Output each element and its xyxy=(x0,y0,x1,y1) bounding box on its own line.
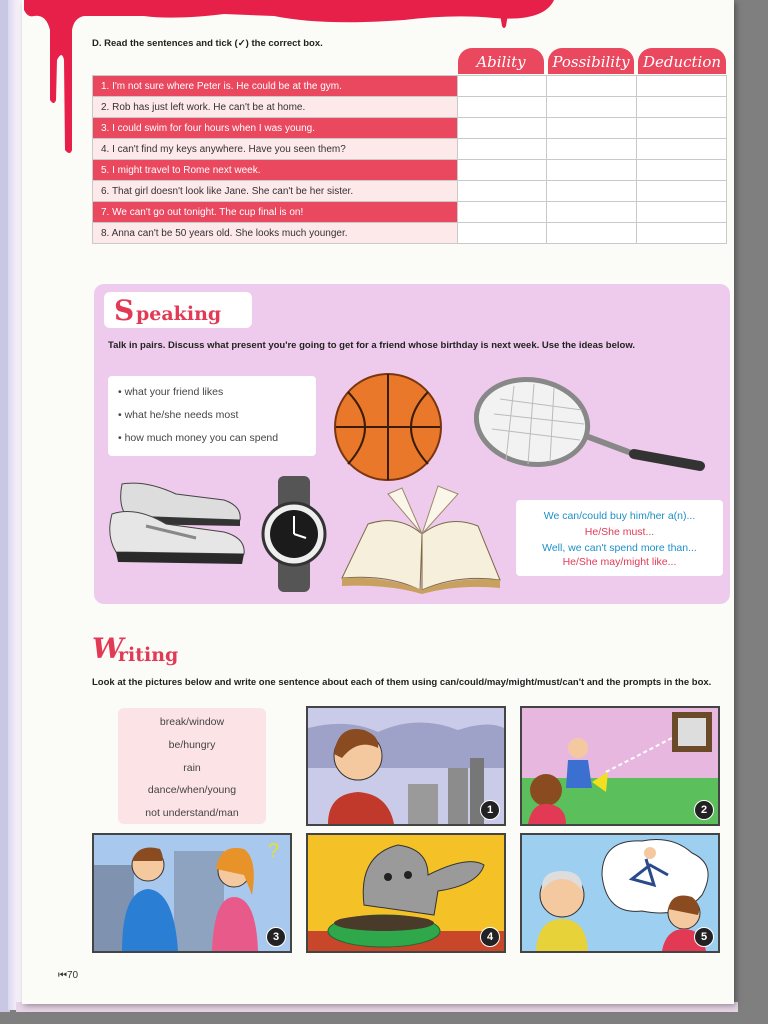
speaking-phrases-bubble xyxy=(516,500,723,576)
idea-item: • how much money you can spend xyxy=(118,432,279,444)
tennis-racket-illustration xyxy=(474,374,706,474)
tick-box-deduction-7[interactable] xyxy=(637,202,727,223)
sentence-3: 3. I could swim for four hours when I was young. xyxy=(93,118,458,139)
tick-box-ability-5[interactable] xyxy=(457,160,547,181)
tick-box-ability-1[interactable] xyxy=(457,76,547,97)
phrase-line: He/She must... xyxy=(584,526,655,538)
sneakers-illustration xyxy=(106,476,248,568)
tick-box-deduction-3[interactable] xyxy=(637,118,727,139)
tick-box-possibility-6[interactable] xyxy=(547,181,637,202)
table-row xyxy=(93,202,727,223)
prompt-item: be/hungry xyxy=(168,739,216,751)
picture-1-rain xyxy=(306,706,506,826)
tick-box-deduction-5[interactable] xyxy=(637,160,727,181)
exercise-d-instruction: D. Read the sentences and tick (✓) the correct box. xyxy=(92,38,323,49)
table-row xyxy=(93,118,727,139)
table-row xyxy=(93,139,727,160)
picture-number: 4 xyxy=(480,927,500,947)
prompt-item: rain xyxy=(183,762,201,774)
column-header-ability: Ability xyxy=(458,48,544,74)
sentence-5: 5. I might travel to Rome next week. xyxy=(93,160,458,181)
speaking-ideas-box xyxy=(108,376,316,456)
table-row xyxy=(93,223,727,244)
tick-box-possibility-8[interactable] xyxy=(547,223,637,244)
speaking-initial: S xyxy=(114,294,135,327)
speaking-instruction: Talk in pairs. Discuss what present you're going to get for a friend whose birthday is next week. Use the ideas below. xyxy=(108,340,635,351)
tick-box-ability-8[interactable] xyxy=(457,223,547,244)
tick-box-possibility-3[interactable] xyxy=(547,118,637,139)
picture-2-break-window xyxy=(520,706,720,826)
writing-initial: W xyxy=(92,632,124,665)
page-number: ⏮70 xyxy=(58,970,79,981)
page-arrow-icon: ⏮ xyxy=(58,970,67,981)
prompt-item: break/window xyxy=(159,716,225,728)
prompt-item: dance/when/young xyxy=(147,784,237,796)
prompts-box xyxy=(118,708,266,824)
basketball-illustration xyxy=(332,372,444,482)
tick-box-ability-7[interactable] xyxy=(457,202,547,223)
svg-text:?: ? xyxy=(268,840,280,862)
tick-box-deduction-8[interactable] xyxy=(637,223,727,244)
writing-instruction: Look at the pictures below and write one sentence about each of them using can/could/may/might/must/can't and the prompts in the box. xyxy=(92,677,712,688)
phrase-line: Well, we can't spend more than... xyxy=(542,542,697,554)
sentence-1: 1. I'm not sure where Peter is. He could be at the gym. xyxy=(93,76,458,97)
picture-3-not-understand xyxy=(92,833,292,953)
sentence-table xyxy=(92,75,727,244)
picture-5-dance-when-young xyxy=(520,833,720,953)
sentence-4: 4. I can't find my keys anywhere. Have you seen them? xyxy=(93,139,458,160)
tick-box-possibility-2[interactable] xyxy=(547,97,637,118)
tick-box-deduction-4[interactable] xyxy=(637,139,727,160)
picture-number: 5 xyxy=(694,927,714,947)
column-header-deduction: Deduction xyxy=(638,48,726,74)
tick-box-possibility-4[interactable] xyxy=(547,139,637,160)
tick-box-possibility-5[interactable] xyxy=(547,160,637,181)
picture-number: 1 xyxy=(480,800,500,820)
open-book-illustration xyxy=(338,484,504,594)
speaking-title: peaking xyxy=(136,303,222,325)
idea-item: • what he/she needs most xyxy=(118,409,239,421)
table-row xyxy=(93,160,727,181)
picture-number: 2 xyxy=(694,800,714,820)
table-row xyxy=(93,97,727,118)
table-row xyxy=(93,181,727,202)
tick-box-deduction-2[interactable] xyxy=(637,97,727,118)
tick-box-deduction-6[interactable] xyxy=(637,181,727,202)
drip-top-right xyxy=(470,0,550,30)
wristwatch-illustration xyxy=(260,476,328,592)
idea-item: • what your friend likes xyxy=(118,386,224,398)
tick-box-possibility-7[interactable] xyxy=(547,202,637,223)
table-row xyxy=(93,76,727,97)
tick-box-possibility-1[interactable] xyxy=(547,76,637,97)
prompt-item: not understand/man xyxy=(145,807,239,819)
tick-box-deduction-1[interactable] xyxy=(637,76,727,97)
picture-number: 3 xyxy=(266,927,286,947)
sentence-2: 2. Rob has just left work. He can't be at home. xyxy=(93,97,458,118)
picture-4-hungry-cat xyxy=(306,833,506,953)
phrase-line: We can/could buy him/her a(n)... xyxy=(543,510,696,522)
sentence-7: 7. We can't go out tonight. The cup final is on! xyxy=(93,202,458,223)
writing-title: riting xyxy=(118,644,179,666)
tick-box-ability-6[interactable] xyxy=(457,181,547,202)
tick-box-ability-2[interactable] xyxy=(457,97,547,118)
tick-box-ability-4[interactable] xyxy=(457,139,547,160)
sentence-6: 6. That girl doesn't look like Jane. She can't be her sister. xyxy=(93,181,458,202)
sentence-8: 8. Anna can't be 50 years old. She looks much younger. xyxy=(93,223,458,244)
column-header-possibility: Possibility xyxy=(548,48,634,74)
tick-box-ability-3[interactable] xyxy=(457,118,547,139)
phrase-line: He/She may/might like... xyxy=(562,556,677,568)
